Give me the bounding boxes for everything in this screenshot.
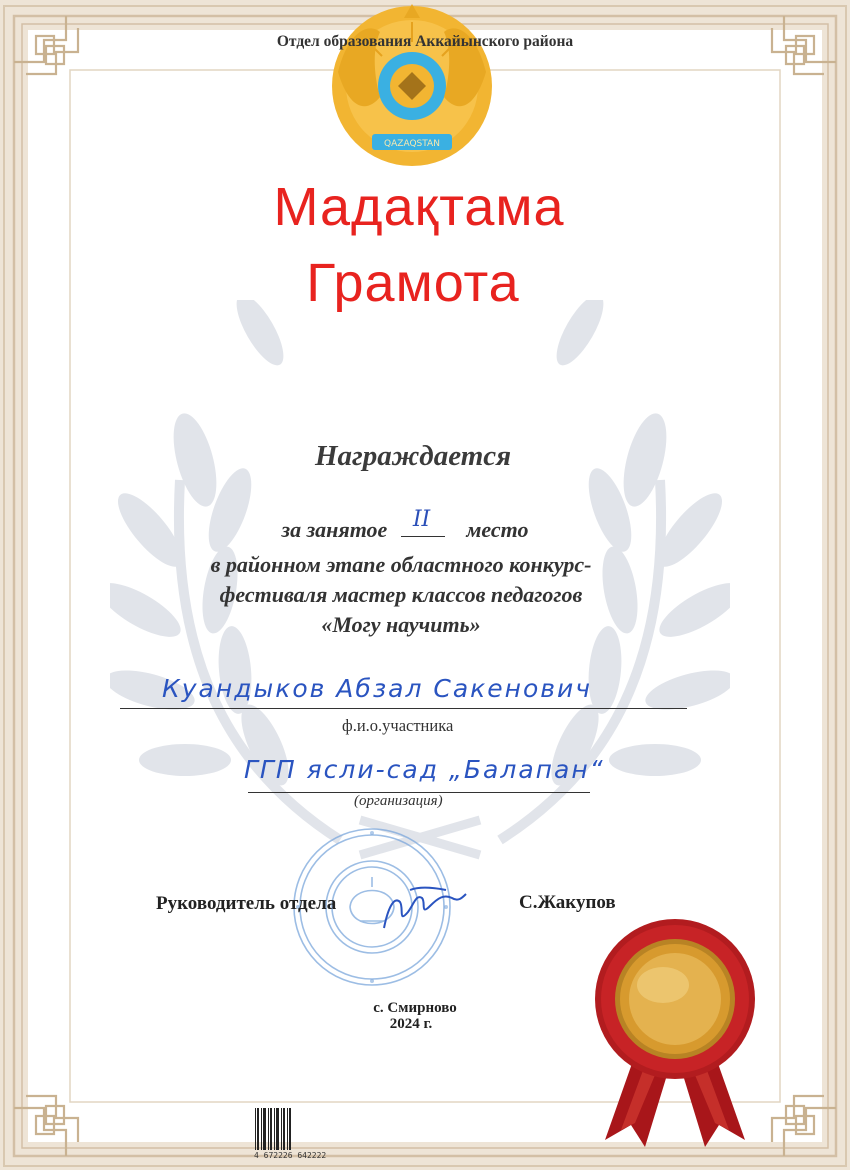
issue-year: 2024 г.: [389, 1016, 433, 1032]
kazakhstan-state-emblem-icon: [328, 2, 496, 170]
gold-medal-rosette-icon: [585, 915, 765, 1150]
description-line-1: в районном этапе областного конкурс-: [210, 552, 592, 577]
organization-caption: (организация): [354, 793, 443, 809]
title-russian: Грамота: [306, 253, 520, 313]
participant-underline: [120, 708, 687, 709]
place-value: II: [412, 507, 431, 532]
description-line-2: фестиваля мастер классов педагогов: [219, 582, 583, 607]
participant-caption: ф.и.о.участника: [342, 716, 454, 735]
place-line: [0, 507, 830, 544]
place-prefix: за занятое: [281, 517, 388, 542]
signer-role: Руководитель отдела: [156, 893, 337, 914]
svg-text:QAZAQSTAN: QAZAQSTAN: [384, 139, 440, 149]
participant-name: Куандыков Абзал Сакенович: [162, 674, 593, 703]
description-line-3: «Могу научить»: [321, 612, 481, 637]
award-heading: Награждается: [314, 440, 512, 472]
title-kazakh: Мадақтама: [273, 177, 565, 237]
place-suffix: место: [466, 517, 529, 542]
handwritten-signature-icon: [370, 868, 470, 938]
place-field: [401, 507, 445, 537]
issuer-name: Отдел образования Аккайынского района: [276, 33, 574, 50]
barcode: [254, 1108, 292, 1152]
signer-name: С.Жакупов: [519, 892, 616, 913]
organization-name: ГГП ясли-сад „Балапан“: [244, 755, 605, 784]
place-of-issue: с. Смирново: [373, 1000, 457, 1016]
barcode-number: 4 672226 642222: [254, 1151, 327, 1160]
